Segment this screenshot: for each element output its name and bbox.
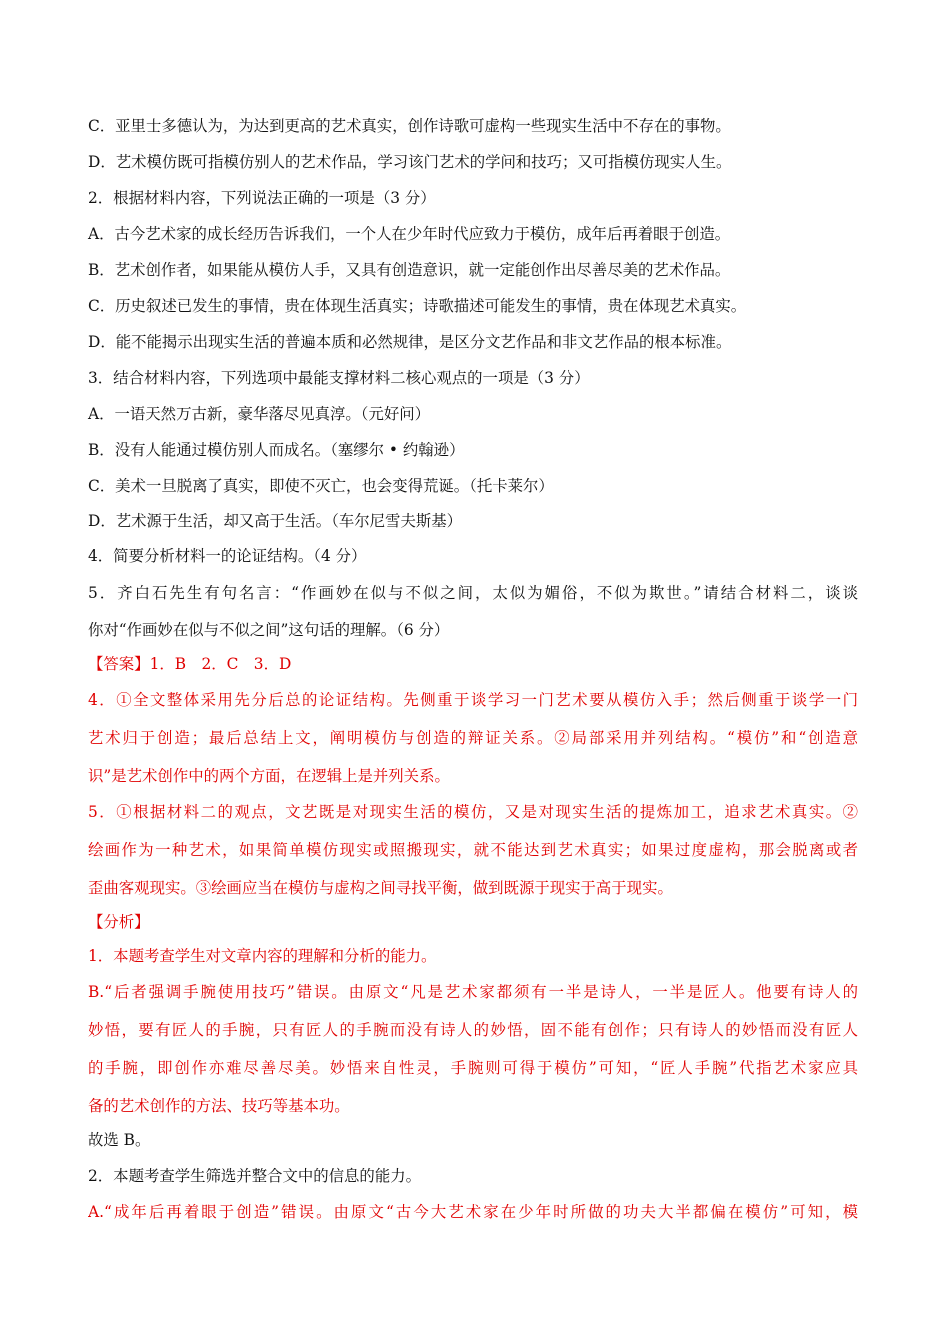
analysis-b-line-1: B.“后者强调手腕使用技巧”错误。由原文“凡是艺术家都须有一半是诗人，一半是匠人。他要有诗人的 — [88, 983, 858, 1001]
question-4: 4．简要分析材料一的论证结构。（4 分） — [88, 547, 367, 565]
answer-4-line-3: 识”是艺术创作中的两个方面，在逻辑上是并列关系。 — [88, 767, 450, 785]
q2-option-a: A．古今艺术家的成长经历告诉我们，一个人在少年时代应致力于模仿，成年后再着眼于创造。 — [88, 225, 731, 243]
answer-heading: 【答案】1．B 2．C 3．D — [88, 655, 292, 673]
option-c-line: C．亚里士多德认为，为达到更高的艺术真实，创作诗歌可虚构一些现实生活中不存在的事物。 — [88, 117, 731, 135]
q3-option-b: B．没有人能通过模仿别人而成名。（塞缪尔 • 约翰逊） — [88, 441, 465, 459]
q2-option-d: D．能不能揭示出现实生活的普遍本质和必然规律，是区分文艺作品和非文艺作品的根本标准。 — [88, 333, 732, 351]
q3-option-a: A．一语天然万古新，豪华落尽见真淳。（元好问） — [88, 405, 431, 423]
option-d-line: D．艺术模仿既可指模仿别人的艺术作品，学习该门艺术的学问和技巧；又可指模仿现实人生。 — [88, 153, 732, 171]
analysis-heading: 【分析】 — [88, 913, 150, 931]
question-2: 2．根据材料内容，下列说法正确的一项是（3 分） — [88, 189, 436, 207]
q2-option-c: C．历史叙述已发生的事情，贵在体现生活真实；诗歌描述可能发生的事情，贵在体现艺术真实。 — [88, 297, 747, 315]
choose-b: 故选 B。 — [88, 1131, 151, 1149]
answer-5-line-2: 绘画作为一种艺术，如果简单模仿现实或照搬现实，就不能达到艺术真实；如果过度虚构，那会脱离或者 — [88, 841, 858, 859]
q3-option-c: C．美术一旦脱离了真实，即使不灭亡，也会变得荒诞。（托卡莱尔） — [88, 477, 554, 495]
analysis-1: 1．本题考查学生对文章内容的理解和分析的能力。 — [88, 947, 437, 965]
analysis-b-line-4: 备的艺术创作的方法、技巧等基本功。 — [88, 1097, 350, 1115]
question-5-line-1: 5．齐白石先生有句名言：“作画妙在似与不似之间，太似为媚俗，不似为欺世。”请结合材料二，谈谈 — [88, 584, 858, 602]
answer-5-line-3: 歪曲客观现实。③绘画应当在模仿与虚构之间寻找平衡，做到既源于现实于高于现实。 — [88, 879, 673, 897]
answer-5-line-1: 5．①根据材料二的观点，文艺既是对现实生活的模仿，又是对现实生活的提炼加工，追求艺术真实。② — [88, 803, 858, 821]
q2-option-b: B．艺术创作者，如果能从模仿人手，又具有创造意识，就一定能创作出尽善尽美的艺术作品。 — [88, 261, 731, 279]
question-5-line-2: 你对“作画妙在似与不似之间”这句话的理解。（6 分） — [88, 621, 450, 639]
answer-4-line-1: 4．①全文整体采用先分后总的论证结构。先侧重于谈学习一门艺术要从模仿入手；然后侧重于谈学一门 — [88, 691, 858, 709]
answer-4-line-2: 艺术归于创造；最后总结上文，阐明模仿与创造的辩证关系。②局部采用并列结构。“模仿”和“创造意 — [88, 729, 858, 747]
analysis-a-line-1: A.“成年后再着眼于创造”错误。由原文“古今大艺术家在少年时所做的功夫大半都偏在模仿”可知，模 — [88, 1203, 858, 1221]
analysis-b-line-3: 的手腕，即创作亦难尽善尽美。妙悟来自性灵，手腕则可得于模仿”可知，“匠人手腕”代指艺术家应具 — [88, 1059, 858, 1077]
analysis-2: 2．本题考查学生筛选并整合文中的信息的能力。 — [88, 1167, 421, 1185]
q3-option-d: D．艺术源于生活，却又高于生活。（车尔尼雪夫斯基） — [88, 512, 463, 530]
analysis-b-line-2: 妙悟，要有匠人的手腕，只有匠人的手腕而没有诗人的妙悟，固不能有创作；只有诗人的妙悟而没有匠人 — [88, 1021, 858, 1039]
question-3: 3．结合材料内容，下列选项中最能支撑材料二核心观点的一项是（3 分） — [88, 369, 590, 387]
